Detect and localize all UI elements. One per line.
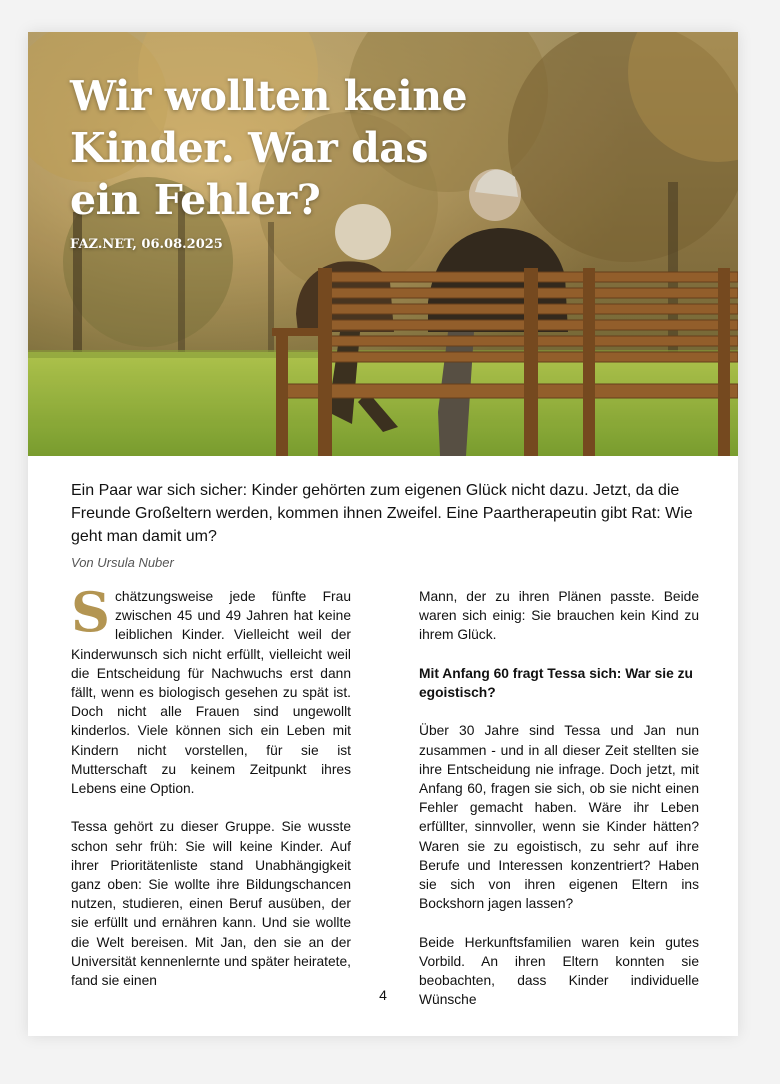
body-paragraph: Beide Herkunftsfamilien waren kein gutes Vorbild. An ihren Eltern konnten sie beobachten, dass Kinder individuelle Wünsche [419, 934, 699, 1008]
document-page [28, 32, 738, 1036]
article-byline: Von Ursula Nuber [71, 555, 174, 570]
body-paragraph: Mann, der zu ihren Plänen passte. Beide waren sich einig: Sie brauchen kein Kind zu ihrem Glück. [419, 589, 699, 643]
body-paragraph [71, 580, 351, 798]
article-lead: Ein Paar war sich sicher: Kinder gehörten zum eigenen Glück nicht dazu. Jetzt, da die Freunde Großeltern werden, kommen ihnen Zweifel. Eine Paartherapeutin gibt Rat: Wie geht man damit um? [71, 482, 693, 545]
section-subheading: Mit Anfang 60 fragt Tessa sich: War sie zu egoistisch? [419, 665, 693, 700]
text-column-right [419, 587, 699, 1029]
hero-image [28, 32, 738, 456]
article-source: FAZ.NET, 06.08.2025 [70, 237, 223, 252]
body-paragraph: Tessa gehört zu dieser Gruppe. Sie wusste schon sehr früh: Sie will keine Kinder. Auf ihrer Prioritätenliste stand Unabhängigkeit ganz oben: Sie wollte ihre Bildungschancen nutzen, studieren, einen Beruf ausüben, der sie erfüllt und ernähren kann. Und sie wollte die Welt bereisen. Mit Jan, den sie an der Universität kennenlernte und später heiratete, fand sie einen [71, 819, 351, 989]
body-paragraph: Über 30 Jahre sind Tessa und Jan nun zusammen - und in all dieser Zeit stellten sie ihre Entscheidung nie infrage. Doch jetzt, mit Anfang 60, fragen sie sich, ob sie nicht einen Fehler gemacht haben. Wäre ihr Leben erfüllter, sinnvoller, wenn sie Kinder hätten? Waren sie zu egoistisch, zu sehr auf ihre Berufe und Interessen konzentriert? Haben sie sich von ihren eigenen Eltern ins Bockshorn jagen lassen? [419, 723, 699, 912]
paragraph-text: chätzungsweise jede fünfte Frau zwischen 45 und 49 Jahren hat keine leiblichen Kinder. Vielleicht weil der Kinderwunsch sich nicht erfüllt, vielleicht weil die Entscheidung für Nachwuchs erst dann fällt, wenn es biologisch gesehen zu spät ist. Doch nicht alle Frauen sind ungewollt kinderlos. Viele können sich ein Leben mit Kindern nicht vorstellen, für sie ist Mutterschaft zu keinem Zeitpunkt ihres Lebens eine Option. [71, 589, 351, 797]
drop-cap: S [71, 580, 110, 644]
article-title: Wir wollten keine Kinder. War das ein Fehler? [70, 72, 468, 224]
page-number: 4 [379, 987, 387, 1003]
text-column-left [71, 580, 351, 1009]
